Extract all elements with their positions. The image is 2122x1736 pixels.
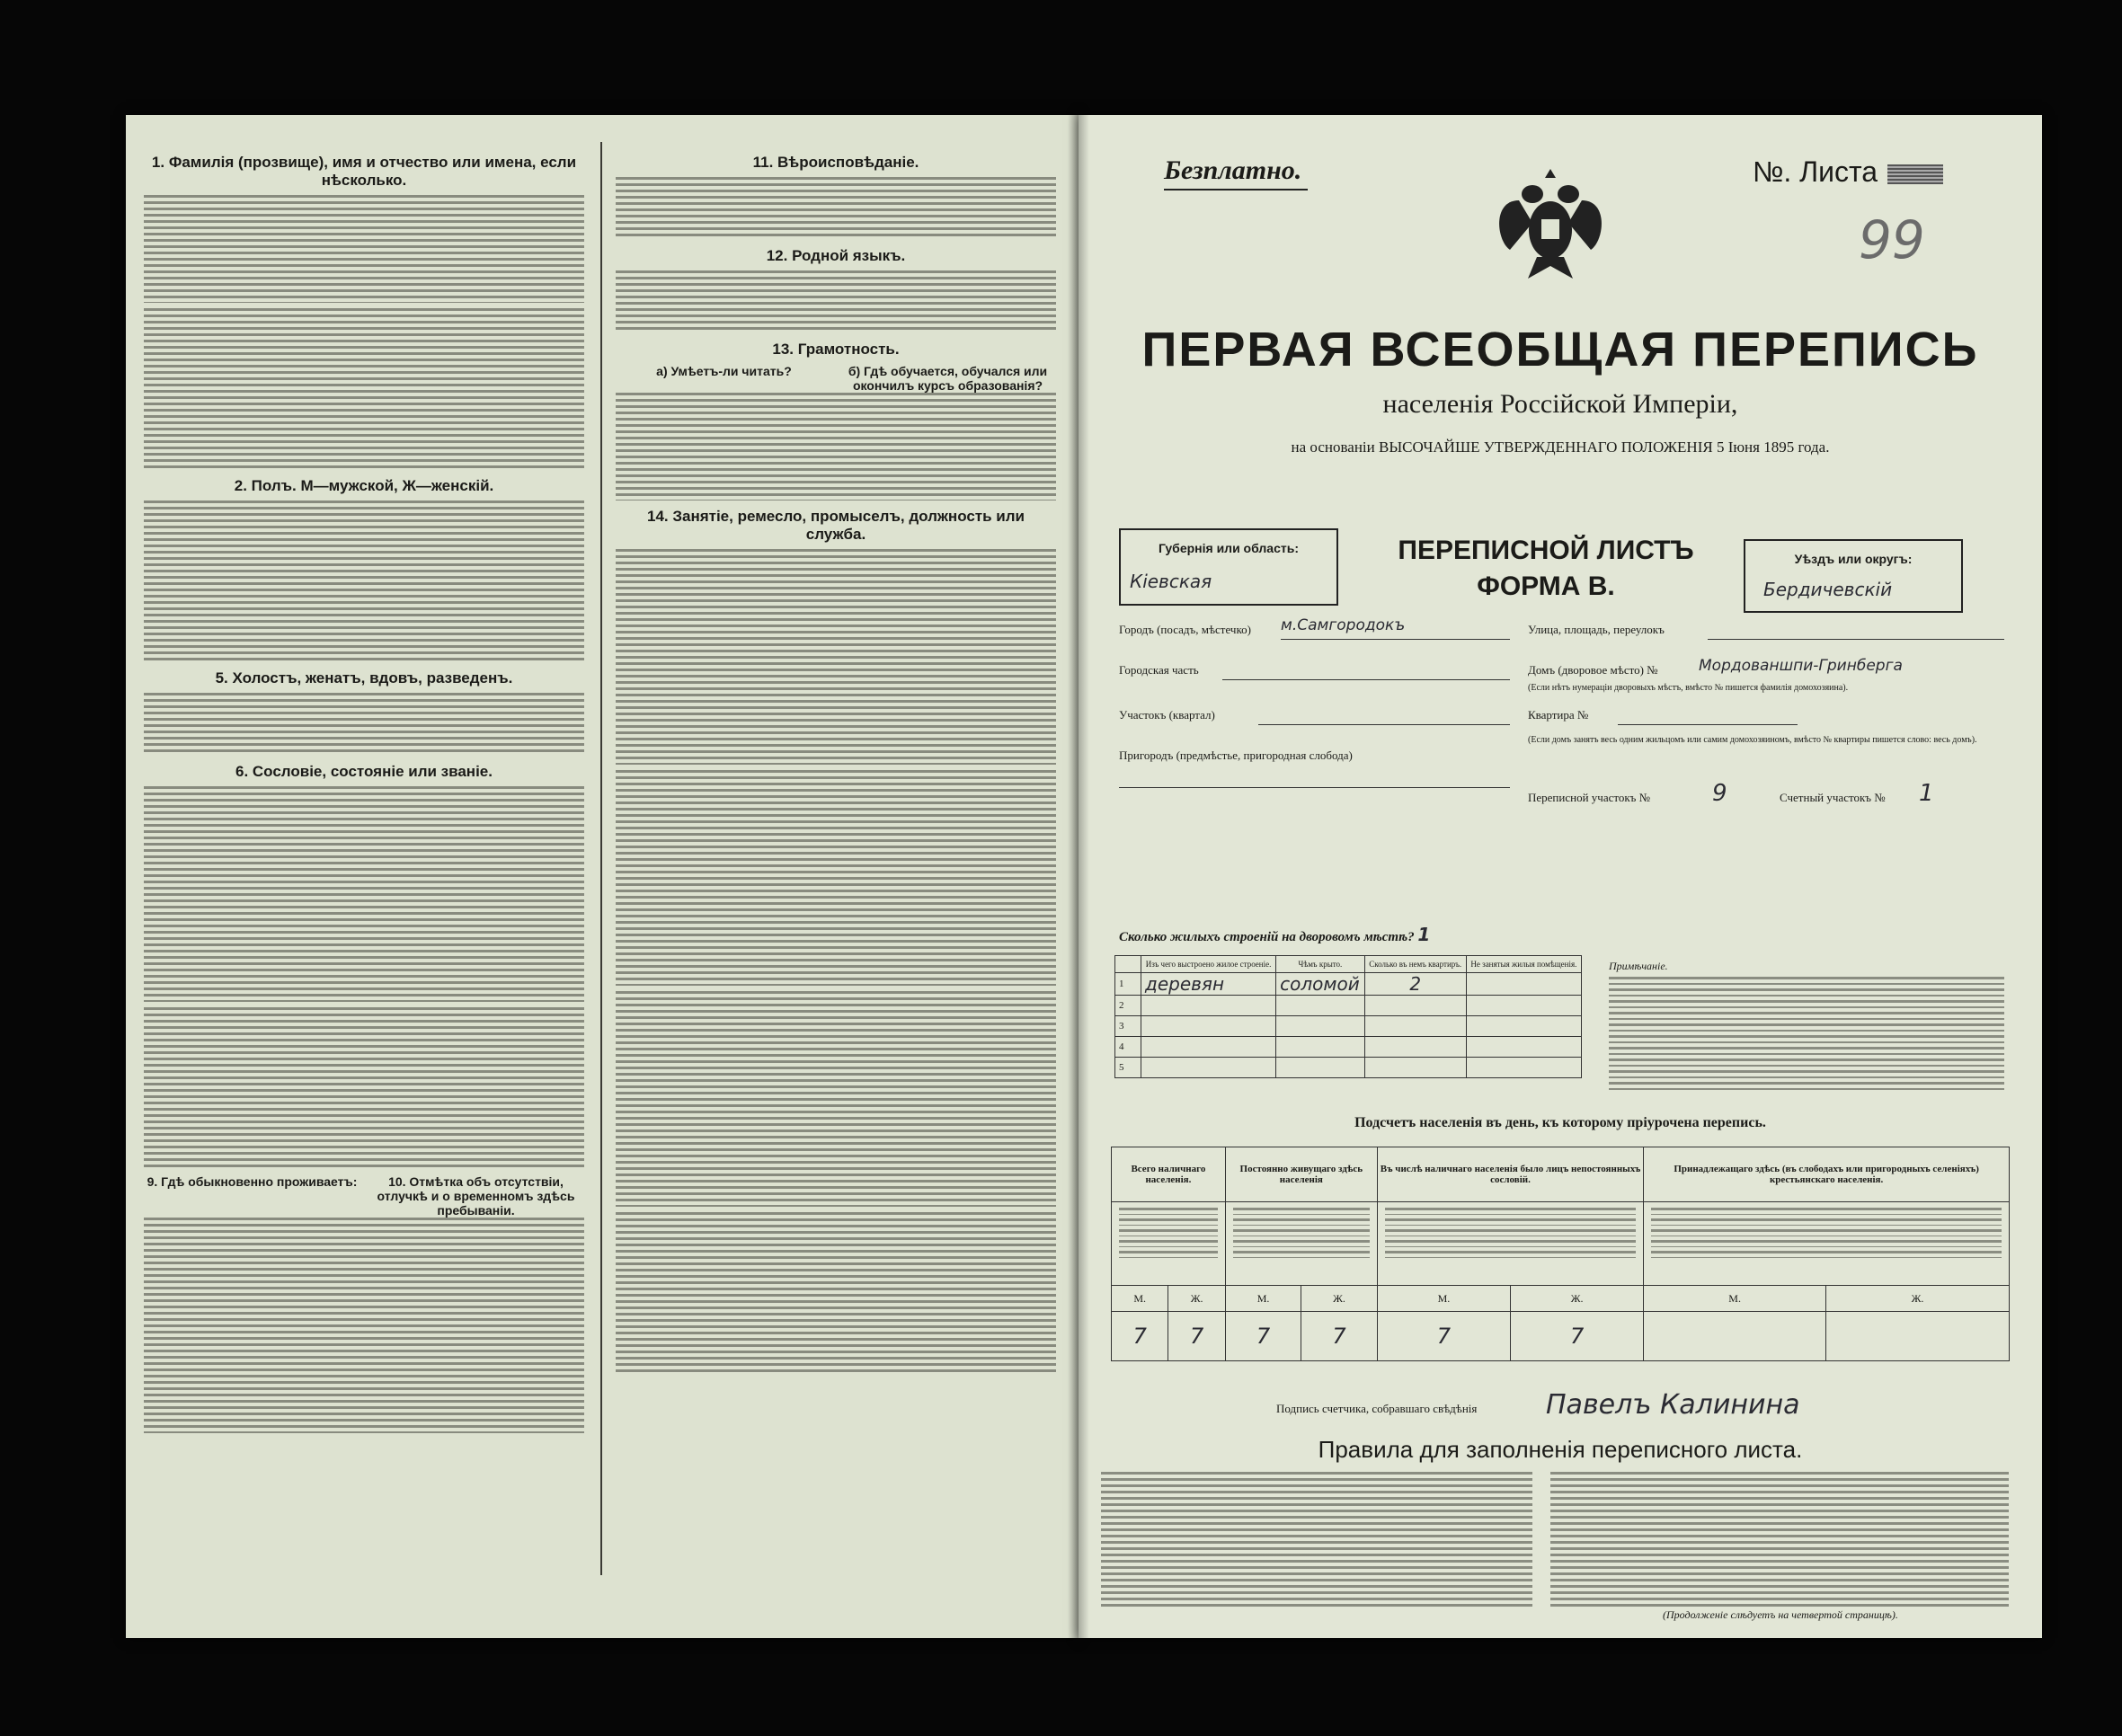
table-header [1115, 956, 1141, 973]
table-cell [1276, 996, 1365, 1016]
buildings-table [1114, 955, 1582, 1078]
instructions-column-right [616, 146, 1056, 1571]
table-cell: М. [1377, 1286, 1510, 1312]
free-underline [1164, 189, 1308, 190]
table-cell [1466, 1058, 1581, 1078]
text-line [1609, 1058, 2004, 1067]
section-heading: 2. Полъ. М—мужской, Ж—женскій. [234, 477, 494, 494]
text-block [616, 770, 1056, 986]
form-title-line1: ПЕРЕПИСНОЙ ЛИСТЪ [1398, 536, 1694, 565]
left-page-instructions [126, 115, 1079, 1638]
text-line [1609, 1000, 2004, 1008]
table-cell: 7 [1168, 1312, 1225, 1361]
table-header-row [1115, 956, 1582, 973]
literacy-question-b: б) Гдѣ обучается, обучался или окончилъ курсъ образованія? [848, 364, 1048, 393]
section-heading: 14. Занятіе, ремесло, промыселъ, должность или служба. [646, 508, 1025, 543]
table-cell [1141, 1058, 1276, 1078]
table-cell: 7 [1511, 1312, 1644, 1361]
table-cell [1466, 1037, 1581, 1058]
table-cell: М. [1225, 1286, 1301, 1312]
form-title [1330, 533, 1762, 605]
table-header: Принадлежащаго здѣсь (въ слободахъ или пригородныхъ селеніяхъ) крестьянскаго населенія. [1644, 1147, 2010, 1202]
table-cell: 4 [1115, 1037, 1141, 1058]
table-cell [1644, 1312, 1826, 1361]
legal-basis: на основаніи ВЫСОЧАЙШЕ УТВЕРЖДЕННАГО ПОЛОЖЕНІЯ 5 Іюня 1895 года. [1291, 438, 1830, 456]
census-district-value: 9 [1712, 780, 1727, 807]
district-label: Участокъ (квартал) [1119, 708, 1215, 722]
table-header: Въ числѣ наличнаго населенія было лицъ непостоянныхъ сословій. [1377, 1147, 1643, 1202]
table-row [1112, 1286, 2010, 1312]
suburb-note: (Если домъ занятъ весь одним жильцомъ или самим домохозяиномъ, вмѣсто № квартиры пишется слово: весь домъ). [1528, 735, 1977, 745]
note-block [1609, 960, 2004, 1103]
table-cell [1644, 1202, 2010, 1286]
section-heading: 11. Вѣроисповѣданіе. [752, 154, 919, 171]
text-block [1550, 1472, 2009, 1607]
table-cell [1276, 1016, 1365, 1037]
district-line [1258, 724, 1510, 725]
suburb-label: Пригородъ (предмѣстье, пригородная слобода) [1119, 748, 1353, 762]
uezd-box [1744, 539, 1963, 613]
table-cell: 7 [1377, 1312, 1510, 1361]
residence-questions [144, 1174, 584, 1218]
table-cell: 2 [1364, 973, 1466, 996]
table-cell [1377, 1202, 1643, 1286]
text-line [1609, 1082, 2004, 1090]
table-cell [1364, 1037, 1466, 1058]
text-block [144, 1218, 584, 1433]
buildings-question [1119, 924, 1430, 945]
text-line [1609, 1035, 2004, 1043]
text-block [616, 270, 1056, 333]
text-block [144, 1007, 584, 1169]
uezd-label: Уѣздъ или округъ: [1794, 552, 1913, 566]
text-block [144, 786, 584, 1002]
table-cell [1826, 1312, 2010, 1361]
form-title-line2: ФОРМА В. [1477, 571, 1615, 601]
text-block [144, 500, 584, 662]
table-row [1115, 973, 1582, 996]
table-row [1112, 1202, 2010, 1286]
section-heading: 9. Гдѣ обыкновенно проживаетъ: [146, 1174, 358, 1189]
province-value: Кіевская [1130, 571, 1212, 592]
table-cell [1112, 1202, 1226, 1286]
rules-continued-note: (Продолженіе слѣдуетъ на четвертой страницѣ). [1663, 1608, 1898, 1621]
town-line [1281, 639, 1510, 640]
rules-title: Правила для заполненія переписного листа. [1318, 1436, 1803, 1463]
signature-label: Подпись счетчика, собравшаго свѣдѣнія [1276, 1402, 1478, 1415]
section-heading: 13. Грамотность. [772, 341, 900, 358]
table-row [1115, 1037, 1582, 1058]
table-cell [1141, 1016, 1276, 1037]
text-block [616, 1212, 1056, 1374]
table-row [1115, 1016, 1582, 1037]
table-cell [1364, 1058, 1466, 1078]
table-cell: Ж. [1168, 1286, 1225, 1312]
literacy-question-a: а) Умѣетъ-ли читать? [656, 364, 792, 378]
note-label: Примѣчаніе. [1609, 960, 1668, 972]
section-heading: 1. Фамилія (прозвище), имя и отчество или имена, если нѣсколько. [151, 154, 577, 189]
province-box [1119, 528, 1338, 606]
page-fold [1068, 115, 1089, 1638]
table-header-row [1112, 1147, 2010, 1202]
apartment-label: Квартира № [1528, 708, 1589, 722]
street-label: Улица, площадь, переулокъ [1528, 623, 1665, 636]
text-line [1609, 1023, 2004, 1032]
section-heading: 12. Родной языкъ. [766, 247, 906, 264]
counting-district-value: 1 [1919, 780, 1934, 807]
population-title: Подсчетъ населенія въ день, къ которому пріурочена перепись. [1354, 1115, 1766, 1130]
table-cell: 1 [1115, 973, 1141, 996]
text-block [1101, 1472, 1532, 1607]
section-heading: 5. Холостъ, женатъ, вдовъ, разведенъ. [215, 669, 513, 686]
text-line [1609, 1047, 2004, 1055]
table-row [1115, 1058, 1582, 1078]
rules-text-left [1101, 1472, 1532, 1607]
table-header: Сколько въ немъ квартиръ. [1364, 956, 1466, 973]
city-part-line [1222, 679, 1510, 680]
column-divider [600, 142, 602, 1575]
table-row [1112, 1312, 2010, 1361]
province-label: Губернія или область: [1158, 541, 1300, 555]
table-header: Чѣмъ крыто. [1276, 956, 1365, 973]
rules-text-right [1550, 1472, 2009, 1607]
suburb-line [1119, 787, 1510, 788]
table-cell: 2 [1115, 996, 1141, 1016]
text-block [616, 991, 1056, 1207]
table-header: Постоянно живущаго здѣсь населенія [1225, 1147, 1377, 1202]
section-heading: 10. Отмѣтка объ отсутствіи, отлучкѣ и о временномъ здѣсь пребываніи. [377, 1174, 575, 1218]
table-cell: Ж. [1511, 1286, 1644, 1312]
text-line [1609, 1012, 2004, 1020]
census-district-label: Переписной участокъ № [1528, 791, 1651, 804]
table-cell [1364, 1016, 1466, 1037]
apartment-line [1618, 724, 1798, 725]
double-headed-eagle-icon [1492, 160, 1609, 286]
table-cell [1466, 973, 1581, 996]
city-part-label: Городская часть [1119, 663, 1199, 677]
table-cell [1141, 1037, 1276, 1058]
population-table [1111, 1147, 2010, 1361]
street-line [1708, 639, 2004, 640]
table-cell: 7 [1301, 1312, 1378, 1361]
sheet-number-handwritten: 99 [1859, 209, 1925, 270]
table-cell: 7 [1112, 1312, 1168, 1361]
sheet-number-label: №. Листа [1753, 155, 1878, 188]
table-header: Изъ чего выстроено жилое строеніе. [1141, 956, 1276, 973]
table-cell [1466, 996, 1581, 1016]
town-label: Городъ (посадъ, мѣстечко) [1119, 623, 1251, 636]
table-cell: М. [1644, 1286, 1826, 1312]
page-subtitle: населенія Россійской Имперіи, [1382, 389, 1738, 419]
buildings-answer: 1 [1417, 924, 1431, 945]
text-block [616, 393, 1056, 500]
text-line [1609, 1070, 2004, 1078]
uezd-value: Бердичевскій [1763, 579, 1893, 600]
house-note: (Если нѣтъ нумераціи дворовыхъ мѣстъ, вмѣсто № пишется фамилія домохозяина). [1528, 683, 1849, 693]
table-cell [1466, 1016, 1581, 1037]
text-block [616, 177, 1056, 240]
buildings-question-text: Сколько жилыхъ строеній на дворовомъ мѣстѣ? [1119, 930, 1415, 944]
text-block [144, 195, 584, 303]
text-line [1609, 977, 2004, 985]
sheet-number-box [1887, 164, 1943, 184]
free-of-charge-label: Безплатно. [1164, 155, 1302, 185]
table-cell [1225, 1202, 1377, 1286]
signature-value: Павелъ Калинина [1546, 1389, 1800, 1421]
table-cell: Ж. [1301, 1286, 1378, 1312]
text-block [144, 693, 584, 756]
house-value: Мордованшпи-Гринберга [1699, 657, 1903, 675]
table-cell: 7 [1225, 1312, 1301, 1361]
table-cell [1276, 1058, 1365, 1078]
instructions-column-left [144, 146, 584, 1571]
counting-district-label: Счетный участокъ № [1780, 791, 1886, 804]
section-heading: 6. Сословіе, состояніе или званіе. [235, 763, 493, 780]
page-title: ПЕРВАЯ ВСЕОБЩАЯ ПЕРЕПИСЬ [1141, 323, 1979, 376]
table-header: Не занятыя жилыя помѣщенія. [1466, 956, 1581, 973]
table-header: Всего наличнаго населенія. [1112, 1147, 1226, 1202]
table-cell: Ж. [1826, 1286, 2010, 1312]
table-cell [1364, 996, 1466, 1016]
text-block [144, 308, 584, 470]
table-cell: 5 [1115, 1058, 1141, 1078]
table-cell: соломой [1276, 973, 1365, 996]
table-cell: деревян [1141, 973, 1276, 996]
table-cell [1276, 1037, 1365, 1058]
table-row [1115, 996, 1582, 1016]
table-cell [1141, 996, 1276, 1016]
table-cell: 3 [1115, 1016, 1141, 1037]
town-value: м.Самгородокъ [1281, 616, 1406, 634]
literacy-questions [616, 364, 1056, 393]
table-cell: М. [1112, 1286, 1168, 1312]
house-label: Домъ (дворовое мѣсто) № [1528, 663, 1658, 677]
text-line [1609, 988, 2004, 996]
text-block [616, 549, 1056, 765]
right-page-census-form [1079, 115, 2042, 1638]
